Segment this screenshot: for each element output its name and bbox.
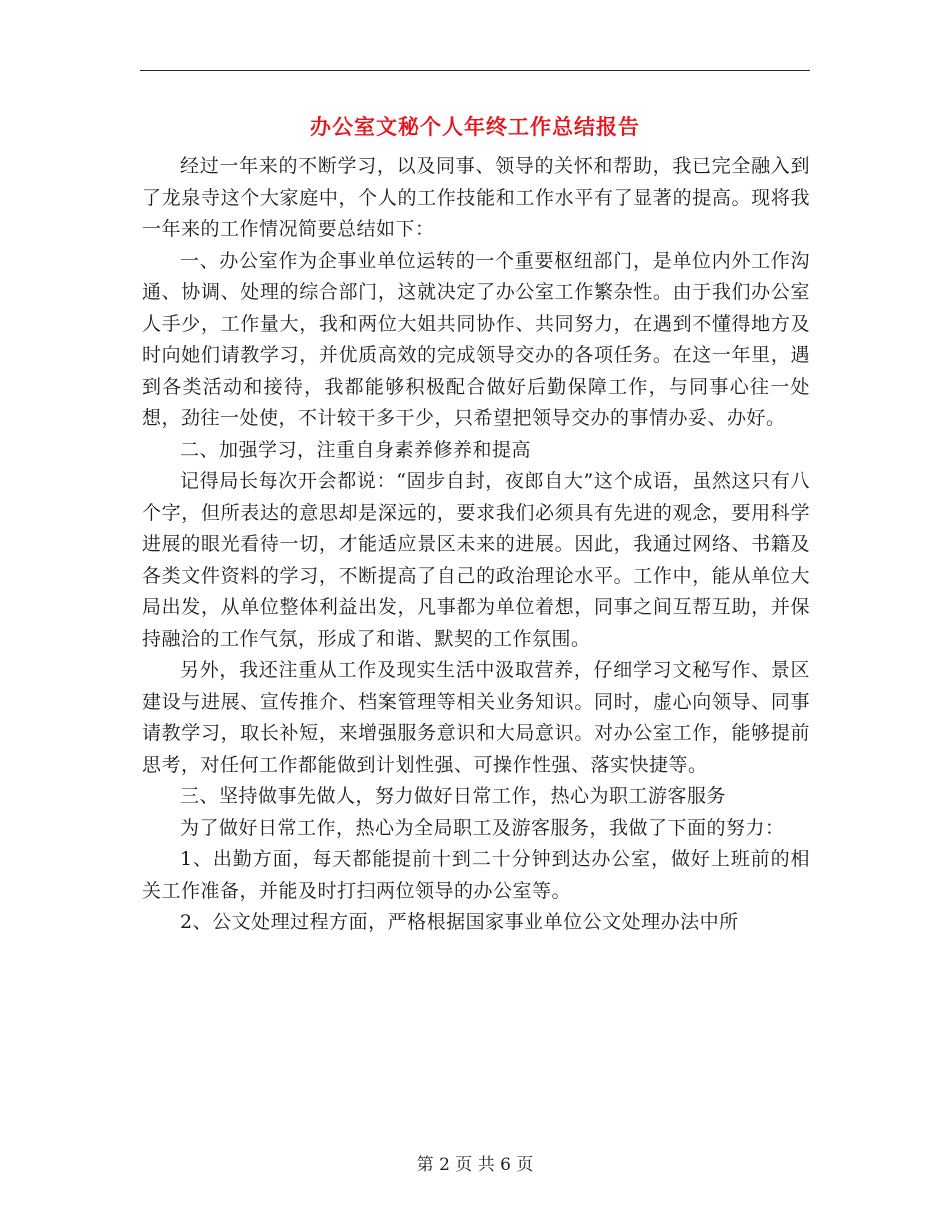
paragraph-section-3-intro: 为了做好日常工作，热心为全局职工及游客服务，我做了下面的努力： xyxy=(180,816,785,839)
document-title: 办公室文秘个人年终工作总结报告 xyxy=(310,115,640,139)
header-rule xyxy=(140,70,810,71)
list-item-document-processing: 2、公文处理过程方面，严格根据国家事业单位公文处理办法中所 xyxy=(180,911,739,933)
paragraph-section-2a: 记得局长每次开会都说：“固步自封，夜郎自大”这个成语，虽然这只有八个字，但所表达的意思却是深远的，要求我们必须具有先进的观念，要用科学进展的眼光看待一切，才能适应景区未来的进展。因此，我通过网络、书籍及各类文件资料的学习，不断提高了自己的政治理论水平。工作中，能从单位大局出发，从单位整体利益出发，凡事都为单位着想，同事之间互帮互助，并保持融洽的工作气氛，形成了和谐、默契的工作氛围。 xyxy=(142,470,810,650)
document-body xyxy=(142,151,810,939)
paragraph-section-1: 一、办公室作为企事业单位运转的一个重要枢纽部门，是单位内外工作沟通、协调、处理的综合部门，这就决定了办公室工作繁杂性。由于我们办公室人手少，工作量大，我和两位大姐共同协作、共同努力，在遇到不懂得地方及时向她们请教学习，并优质高效的完成领导交办的各项任务。在这一年里，遇到各类活动和接待，我都能够积极配合做好后勤保障工作，与同事心往一处想，劲往一处使，不计较干多干少，只希望把领导交办的事情办妥、办好。 xyxy=(142,249,810,429)
paragraph-intro: 经过一年来的不断学习，以及同事、领导的关怀和帮助，我已完全融入到了龙泉寺这个大家庭中，个人的工作技能和工作水平有了显著的提高。现将我一年来的工作情况简要总结如下： xyxy=(142,155,810,240)
list-item-attendance: 1、出勤方面，每天都能提前十到二十分钟到达办公室，做好上班前的相关工作准备，并能及时打扫两位领导的办公室等。 xyxy=(142,848,810,902)
paragraph-section-2b: 另外，我还注重从工作及现实生活中汲取营养，仔细学习文秘写作、景区建设与进展、宣传推介、档案管理等相关业务知识。同时，虚心向领导、同事请教学习，取长补短，来增强服务意识和大局意识。对办公室工作，能够提前思考，对任何工作都能做到计划性强、可操作性强、落实快捷等。 xyxy=(142,659,810,776)
page-number: 第 2 页 共 6 页 xyxy=(416,1155,534,1175)
section-heading-2: 二、加强学习，注重自身素养修养和提高 xyxy=(180,438,532,461)
section-heading-3: 三、坚持做事先做人，努力做好日常工作，热心为职工游客服务 xyxy=(180,785,727,807)
